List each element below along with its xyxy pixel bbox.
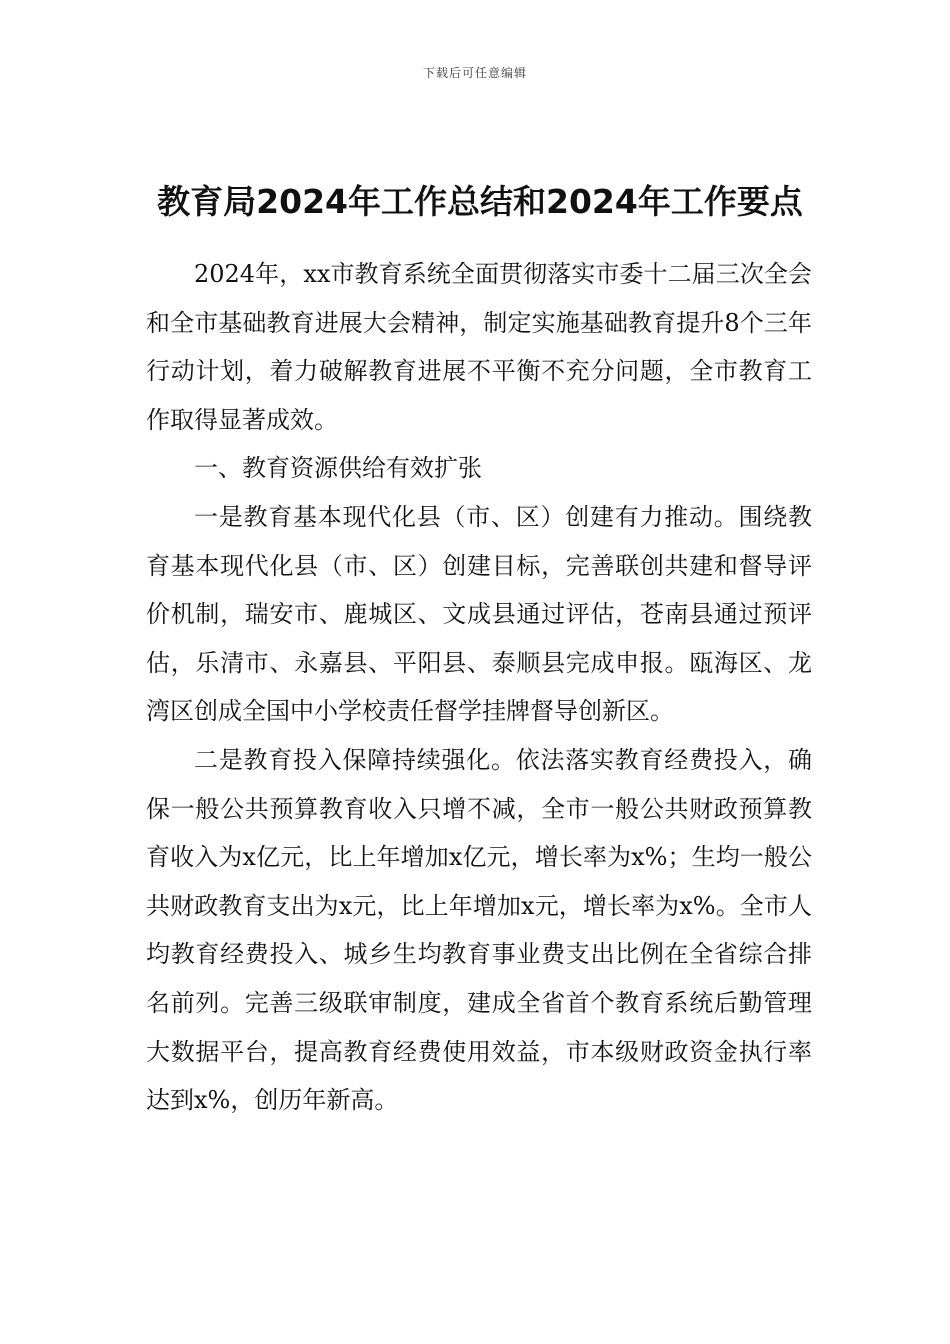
header-note: 下载后可任意编辑 xyxy=(422,66,527,80)
intro-paragraph: 2024年，xx市教育系统全面贯彻落实市委十二届三次全会和全市基础教育进展大会精神，制定实施基础教育提升8个三年行动计划，着力破解教育进展不平衡不充分问题，全市教育工作取得显著成效。 xyxy=(146,260,812,434)
document-title: 教育局2024年工作总结和2024年工作要点 xyxy=(157,182,803,221)
section-heading: 一、教育资源供给有效扩张 xyxy=(194,454,482,483)
document-body xyxy=(146,250,812,1125)
body-paragraph: 一是教育基本现代化县（市、区）创建有力推动。围绕教育基本现代化县（市、区）创建目标，完善联创共建和督导评价机制，瑞安市、鹿城区、文成县通过评估，苍南县通过预评估，乐清市、永嘉县、平阳县、泰顺县完成申报。瓯海区、龙湾区创成全国中小学校责任督学挂牌督导创新区。 xyxy=(146,502,812,726)
body-paragraph: 二是教育投入保障持续强化。依法落实教育经费投入，确保一般公共预算教育收入只增不减，全市一般公共财政预算教育收入为x亿元，比上年增加x亿元，增长率为x%；生均一般公共财政教育支出为x元，比上年增加x元，增长率为x%。全市人均教育经费投入、城乡生均教育事业费支出比例在全省综合排名前列。完善三级联审制度，建成全省首个教育系统后勤管理大数据平台，提高教育经费使用效益，市本级财政资金执行率达到x%，创历年新高。 xyxy=(146,745,812,1115)
